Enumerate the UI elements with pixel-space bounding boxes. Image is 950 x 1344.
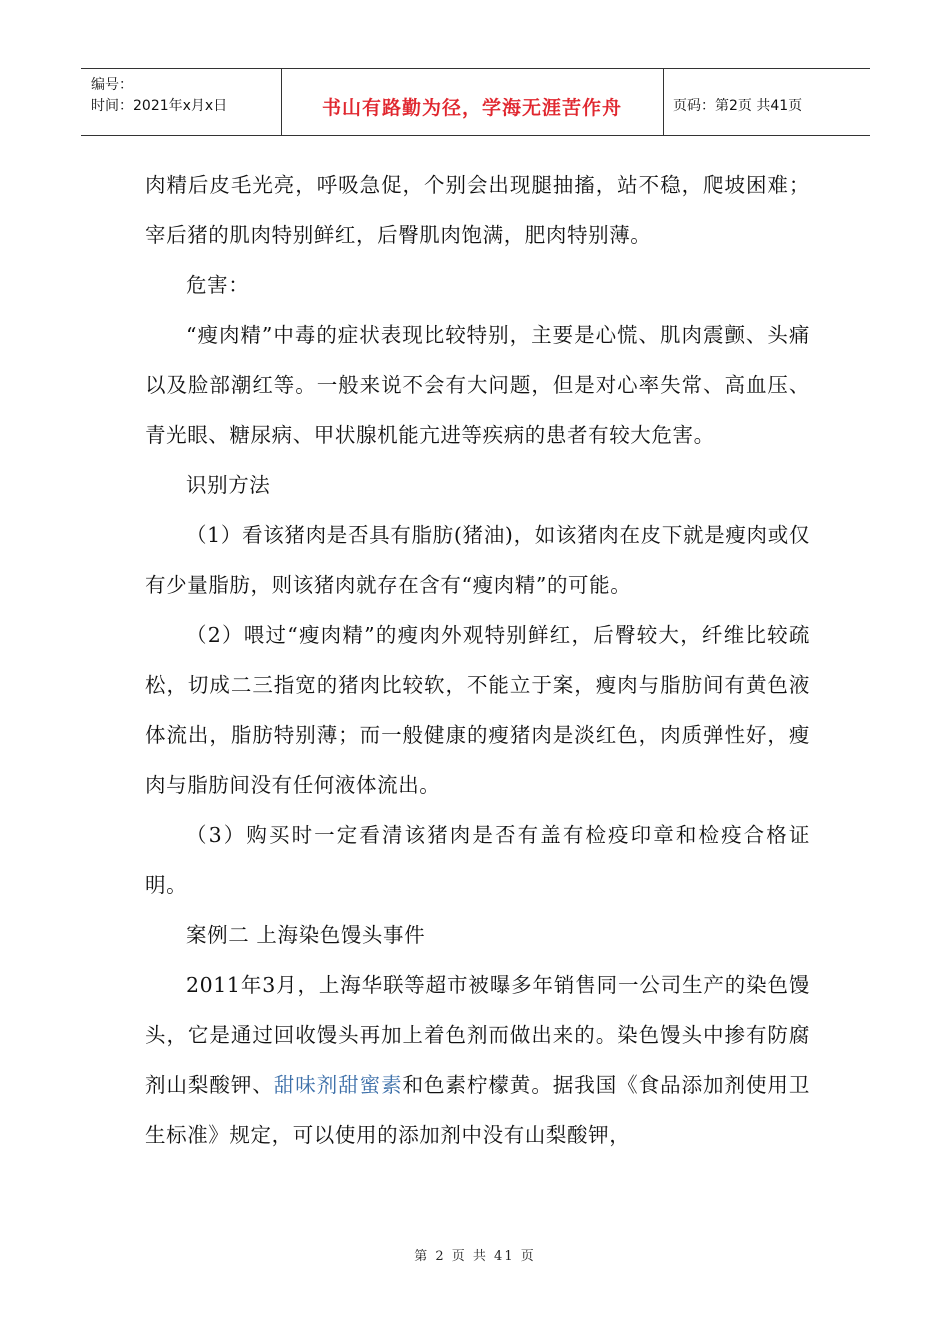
paragraph: [145, 960, 810, 1160]
page-header: [81, 68, 870, 136]
section-heading-harm: 危害：: [186, 273, 250, 297]
document-body: [145, 160, 810, 1160]
paragraph: （1）看该猪肉是否具有脂肪(猪油)，如该猪肉在皮下就是瘦肉或仅有少量脂肪，则该猪肉就存在含有“瘦肉精”的可能。: [145, 523, 810, 597]
sweetener-link[interactable]: 甜味剂甜蜜素: [273, 1073, 403, 1097]
paragraph-text: 和色素柠檬黄。据我国《食品添加剂使用卫生标准》规定，可以使用的添加剂中没有山梨酸钾，: [145, 1073, 810, 1147]
header-motto-cell: [281, 69, 664, 135]
paragraph: （2）喂过“瘦肉精”的瘦肉外观特别鲜红，后臀较大，纤维比较疏松，切成二三指宽的猪肉比较软，不能立于案，瘦肉与脂肪间有黄色液体流出，脂肪特别薄；而一般健康的瘦猪肉是淡红色，肉质弹性好，瘦肉与脂肪间没有任何液体流出。: [145, 623, 810, 797]
header-motto: 书山有路勤为径，学海无涯苦作舟: [321, 97, 622, 119]
section-heading-identification: 识别方法: [186, 473, 271, 497]
header-page-info: 页码：第2页 共41页: [673, 98, 803, 114]
paragraph: 肉精后皮毛光亮，呼吸急促，个别会出现腿抽搐，站不稳，爬坡困难；宰后猪的肌肉特别鲜红，后臀肌肉饱满，肥肉特别薄。: [145, 173, 810, 247]
paragraph: “瘦肉精”中毒的症状表现比较特别，主要是心慌、肌肉震颤、头痛以及脸部潮红等。一般来说不会有大问题，但是对心率失常、高血压、青光眼、糖尿病、甲状腺机能亢进等疾病的患者有较大危害。: [145, 323, 810, 447]
document-time-label: 时间：2021年x月x日: [91, 98, 228, 114]
section-heading-case-two: 案例二 上海染色馒头事件: [186, 923, 426, 947]
header-meta-cell: [81, 69, 282, 135]
paragraph: （3）购买时一定看清该猪肉是否有盖有检疫印章和检疫合格证明。: [145, 823, 810, 897]
header-page-cell: [663, 69, 870, 135]
page-footer: 第 2 页 共 41 页: [414, 1249, 536, 1264]
document-number-label: 编号：: [91, 77, 133, 93]
paragraph-text: 2011年3月，上海华联等超市被曝多年销售同一公司生产的染色馒头，它是通过回收馒头再加上着色剂而做出来的。染色馒头中掺有防腐剂山梨酸钾、: [145, 973, 810, 1097]
